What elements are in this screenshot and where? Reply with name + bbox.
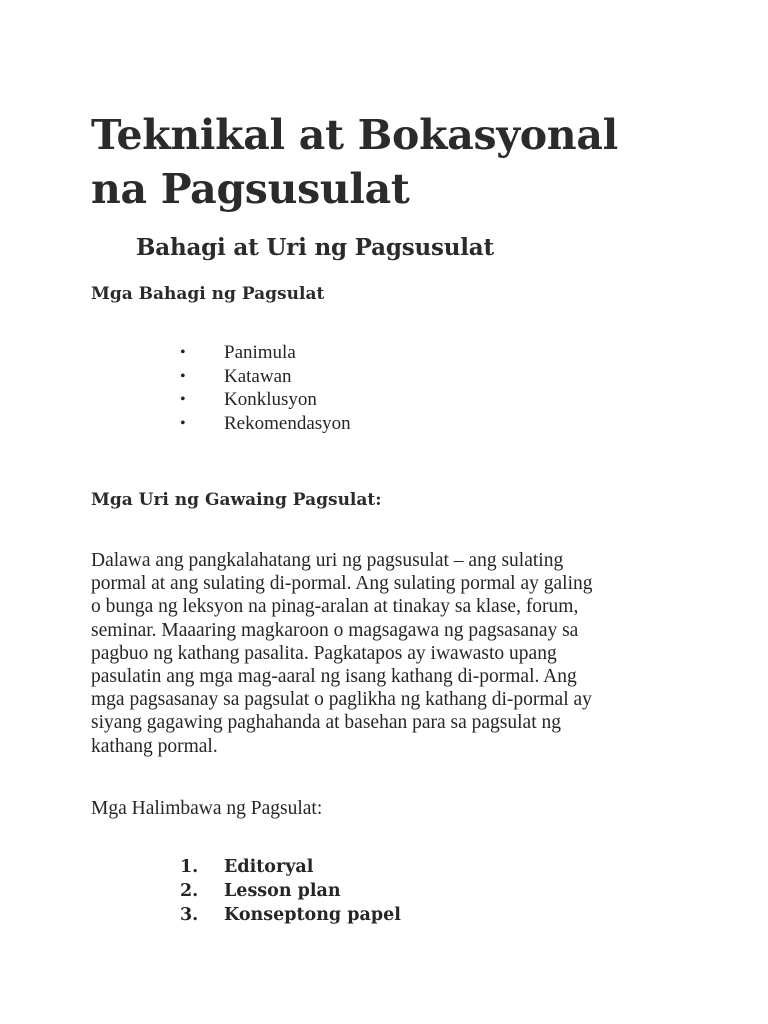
list-item <box>176 341 351 365</box>
paragraph-line: o bunga ng leksyon na pinag-aralan at tinakay sa klase, forum, <box>91 596 579 618</box>
list-number: 3. <box>180 904 199 925</box>
list-item <box>176 412 351 436</box>
paragraph-line: pasulatin ang mga mag-aaral ng isang kathang di-pormal. Ang <box>91 666 577 688</box>
paragraph-line: Dalawa ang pangkalahatang uri ng pagsusulat – ang sulating <box>91 550 564 571</box>
list-item <box>176 388 351 412</box>
bullet-marker: • <box>180 367 186 385</box>
paragraph-line: siyang gagawing paghahanda at basehan para sa pagsulat ng <box>91 712 561 734</box>
list-item-text: Konseptong papel <box>224 904 401 925</box>
list-item <box>176 856 401 880</box>
list-number: 1. <box>180 857 199 877</box>
document-subtitle: Bahagi at Uri ng Pagsusulat <box>136 234 494 261</box>
list-item-text: Editoryal <box>224 857 314 877</box>
list-item-text: Rekomendasyon <box>224 412 351 434</box>
paragraph-line: pormal at ang sulating di-pormal. Ang sulating pormal ay galing <box>91 573 593 595</box>
parts-heading: Mga Bahagi ng Pagsulat <box>91 284 325 304</box>
paragraph-line: pagbuo ng kathang pasalita. Pagkatapos ay iwawasto upang <box>91 642 557 664</box>
types-heading: Mga Uri ng Gawaing Pagsulat: <box>91 490 382 510</box>
paragraph-line: mga pagsasanay sa pagsulat o paglikha ng kathang di-pormal ay <box>91 689 592 711</box>
title-line-2: na Pagsusulat <box>91 165 410 213</box>
list-item <box>176 365 351 389</box>
paragraph-line: seminar. Maaaring magkaroon o magsagawa ng pagsasanay sa <box>91 619 579 641</box>
examples-list <box>176 856 401 927</box>
title-line-1: Teknikal at Bokasyonal <box>91 111 618 159</box>
examples-label: Mga Halimbawa ng Pagsulat: <box>91 798 323 819</box>
parts-list <box>176 341 351 435</box>
list-number: 2. <box>180 880 199 901</box>
bullet-marker: • <box>180 414 186 432</box>
document-title <box>91 108 731 216</box>
list-item <box>176 880 401 904</box>
list-item-text: Lesson plan <box>224 880 341 901</box>
list-item-text: Panimula <box>224 342 296 363</box>
list-item-text: Konklusyon <box>224 389 317 410</box>
bullet-marker: • <box>180 344 186 361</box>
body-paragraph <box>91 549 691 758</box>
paragraph-line: kathang pormal. <box>91 735 218 757</box>
list-item <box>176 904 401 928</box>
bullet-marker: • <box>180 391 186 408</box>
list-item-text: Katawan <box>224 365 292 387</box>
